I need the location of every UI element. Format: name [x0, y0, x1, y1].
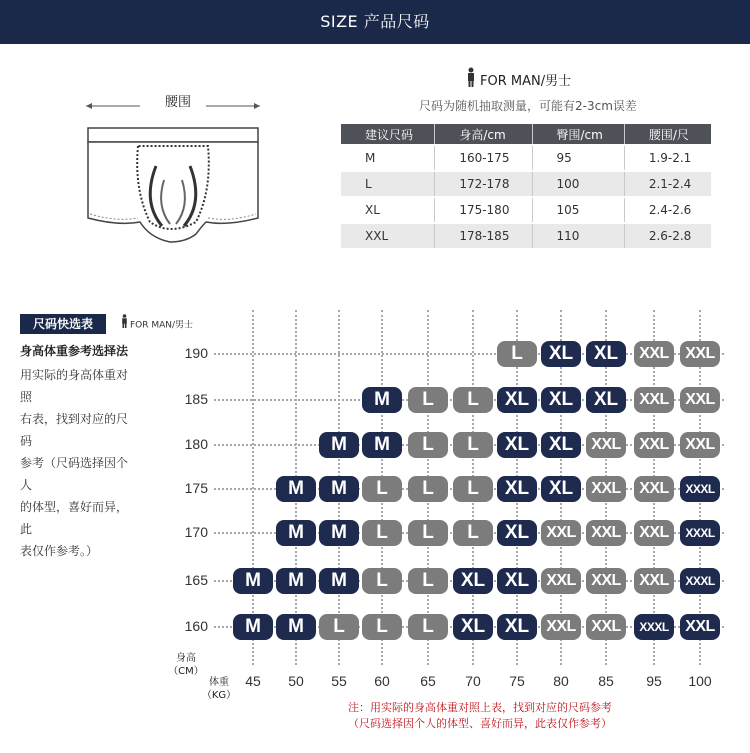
size-cell: L	[362, 568, 402, 594]
table-cell: 100	[532, 171, 624, 197]
table-row	[341, 145, 711, 171]
size-cell: L	[362, 476, 402, 502]
y-tick-label: 185	[184, 391, 208, 407]
man-icon	[466, 67, 476, 96]
x-tick-label: 75	[509, 673, 525, 689]
x-tick-label: 45	[245, 673, 261, 689]
method-line: 右表，找到对应的尺码	[20, 412, 129, 448]
size-cell: L	[362, 520, 402, 546]
size-cell: XXL	[586, 432, 626, 458]
size-cell: XL	[541, 341, 581, 367]
size-cell: L	[319, 614, 359, 640]
size-cell: XXXL	[634, 614, 674, 640]
x-tick-label: 80	[553, 673, 569, 689]
method-title: 身高体重参考选择法	[20, 344, 129, 358]
x-axis-caption	[198, 676, 240, 702]
waist-label: 腰围	[164, 95, 191, 110]
y-tick-label: 190	[184, 345, 208, 361]
size-cell: M	[276, 614, 316, 640]
quick-for-man	[121, 314, 193, 334]
size-cell: L	[453, 476, 493, 502]
man-icon	[121, 314, 128, 336]
method-line: 用实际的身高体重对照	[20, 368, 129, 404]
table-cell: 95	[532, 145, 624, 171]
size-cell: XL	[453, 614, 493, 640]
table-cell: 175-180	[435, 197, 532, 223]
size-cell: M	[362, 387, 402, 413]
size-cell: L	[408, 568, 448, 594]
x-tick-label: 65	[420, 673, 436, 689]
size-cell: XL	[586, 387, 626, 413]
size-cell: M	[319, 520, 359, 546]
size-cell: XXL	[586, 476, 626, 502]
page-title: SIZE 产品尺码	[320, 12, 430, 31]
size-cell: XL	[541, 476, 581, 502]
x-tick-label: 50	[288, 673, 304, 689]
quick-chart-title: 尺码快选表	[20, 314, 106, 334]
size-cell: XXL	[634, 520, 674, 546]
underwear-icon	[78, 110, 268, 250]
quick-for-man-text: FOR MAN/男士	[130, 320, 194, 331]
size-cell: XL	[497, 432, 537, 458]
size-cell: XXL	[680, 432, 720, 458]
size-cell: XXL	[634, 341, 674, 367]
x-tick-label: 85	[598, 673, 614, 689]
x-axis-caption-line: 体重	[209, 677, 229, 688]
x-tick-label: 100	[688, 673, 712, 689]
table-cell: 172-178	[435, 171, 532, 197]
for-man-label	[466, 67, 571, 91]
y-axis-caption	[166, 652, 206, 678]
size-cell: M	[276, 476, 316, 502]
table-cell: M	[341, 145, 435, 171]
x-tick-label: 95	[646, 673, 662, 689]
col-header: 身高/cm	[435, 124, 532, 145]
table-cell: 2.4-2.6	[624, 197, 711, 223]
size-cell: L	[408, 432, 448, 458]
size-cell: XL	[453, 568, 493, 594]
size-cell: XXL	[586, 614, 626, 640]
table-row	[341, 197, 711, 223]
header-bar	[0, 0, 750, 44]
table-cell: 105	[532, 197, 624, 223]
size-cell: XXL	[541, 568, 581, 594]
footnote	[280, 700, 680, 732]
y-axis-caption-line: （CM）	[168, 666, 204, 677]
table-cell: 2.1-2.4	[624, 171, 711, 197]
table-cell: XXL	[341, 223, 435, 248]
size-cell: M	[319, 432, 359, 458]
size-table-header	[341, 124, 711, 145]
size-cell: L	[453, 432, 493, 458]
footnote-line: （尺码选择因个人的体型、喜好而异，此表仅作参考）	[348, 717, 612, 730]
size-cell: L	[408, 476, 448, 502]
size-cell: XL	[497, 614, 537, 640]
y-tick-label: 180	[184, 436, 208, 452]
size-cell: XL	[541, 432, 581, 458]
size-cell: XL	[497, 568, 537, 594]
size-cell: XL	[497, 476, 537, 502]
col-header: 腰围/尺	[624, 124, 711, 145]
y-tick-label: 175	[184, 480, 208, 496]
x-axis-caption-line: （KG）	[201, 690, 237, 701]
size-cell: XXL	[680, 614, 720, 640]
size-cell: M	[276, 520, 316, 546]
col-header: 建议尺码	[341, 124, 435, 145]
size-cell: XL	[586, 341, 626, 367]
size-cell: L	[453, 387, 493, 413]
x-tick-label: 70	[465, 673, 481, 689]
size-cell: L	[408, 520, 448, 546]
table-cell: 2.6-2.8	[624, 223, 711, 248]
measurement-note: 尺码为随机抽取测量，可能有2-3cm误差	[419, 99, 637, 113]
for-man-text: FOR MAN/男士	[480, 74, 572, 89]
size-cell: XL	[541, 387, 581, 413]
col-header: 臀围/cm	[532, 124, 624, 145]
table-row	[341, 171, 711, 197]
table-cell: XL	[341, 197, 435, 223]
size-cell: M	[233, 568, 273, 594]
x-tick-label: 60	[374, 673, 390, 689]
y-tick-label: 170	[184, 524, 208, 540]
table-cell: L	[341, 171, 435, 197]
size-cell: XXL	[634, 568, 674, 594]
y-tick-label: 160	[184, 618, 208, 634]
size-cell: XXL	[541, 520, 581, 546]
size-cell: XXXL	[680, 476, 720, 502]
size-cell: XXXL	[680, 520, 720, 546]
size-cell: L	[362, 614, 402, 640]
size-cell: M	[319, 476, 359, 502]
size-cell: XXL	[586, 520, 626, 546]
y-tick-label: 165	[184, 572, 208, 588]
size-cell: L	[408, 387, 448, 413]
size-cell: XL	[497, 387, 537, 413]
size-cell: XXL	[586, 568, 626, 594]
size-cell: XXL	[680, 341, 720, 367]
method-line: 的体型，喜好而异，此	[20, 500, 129, 536]
size-cell: L	[408, 614, 448, 640]
size-cell: XXL	[634, 432, 674, 458]
size-cell: XL	[497, 520, 537, 546]
size-cell: L	[497, 341, 537, 367]
size-cell: M	[276, 568, 316, 594]
size-cell: M	[233, 614, 273, 640]
size-cell: M	[362, 432, 402, 458]
size-cell: L	[453, 520, 493, 546]
size-cell: XXL	[634, 476, 674, 502]
size-cell: XXL	[541, 614, 581, 640]
x-tick-label: 55	[331, 673, 347, 689]
table-row	[341, 223, 711, 248]
size-cell: XXL	[634, 387, 674, 413]
size-cell: M	[319, 568, 359, 594]
size-cell: XXXL	[680, 568, 720, 594]
size-table	[341, 124, 711, 248]
size-cell: XXL	[680, 387, 720, 413]
table-cell: 178-185	[435, 223, 532, 248]
y-axis-caption-line: 身高	[176, 653, 196, 664]
waist-measure	[78, 90, 268, 110]
footnote-line: 注：用实际的身高体重对照上表，找到对应的尺码参考	[348, 701, 612, 714]
garment-illustration	[78, 90, 268, 250]
method-line: 表仅作参考。）	[20, 544, 99, 558]
table-cell: 160-175	[435, 145, 532, 171]
table-cell: 110	[532, 223, 624, 248]
table-cell: 1.9-2.1	[624, 145, 711, 171]
method-description	[20, 364, 138, 562]
method-line: 参考（尺码选择因个人	[20, 456, 129, 492]
